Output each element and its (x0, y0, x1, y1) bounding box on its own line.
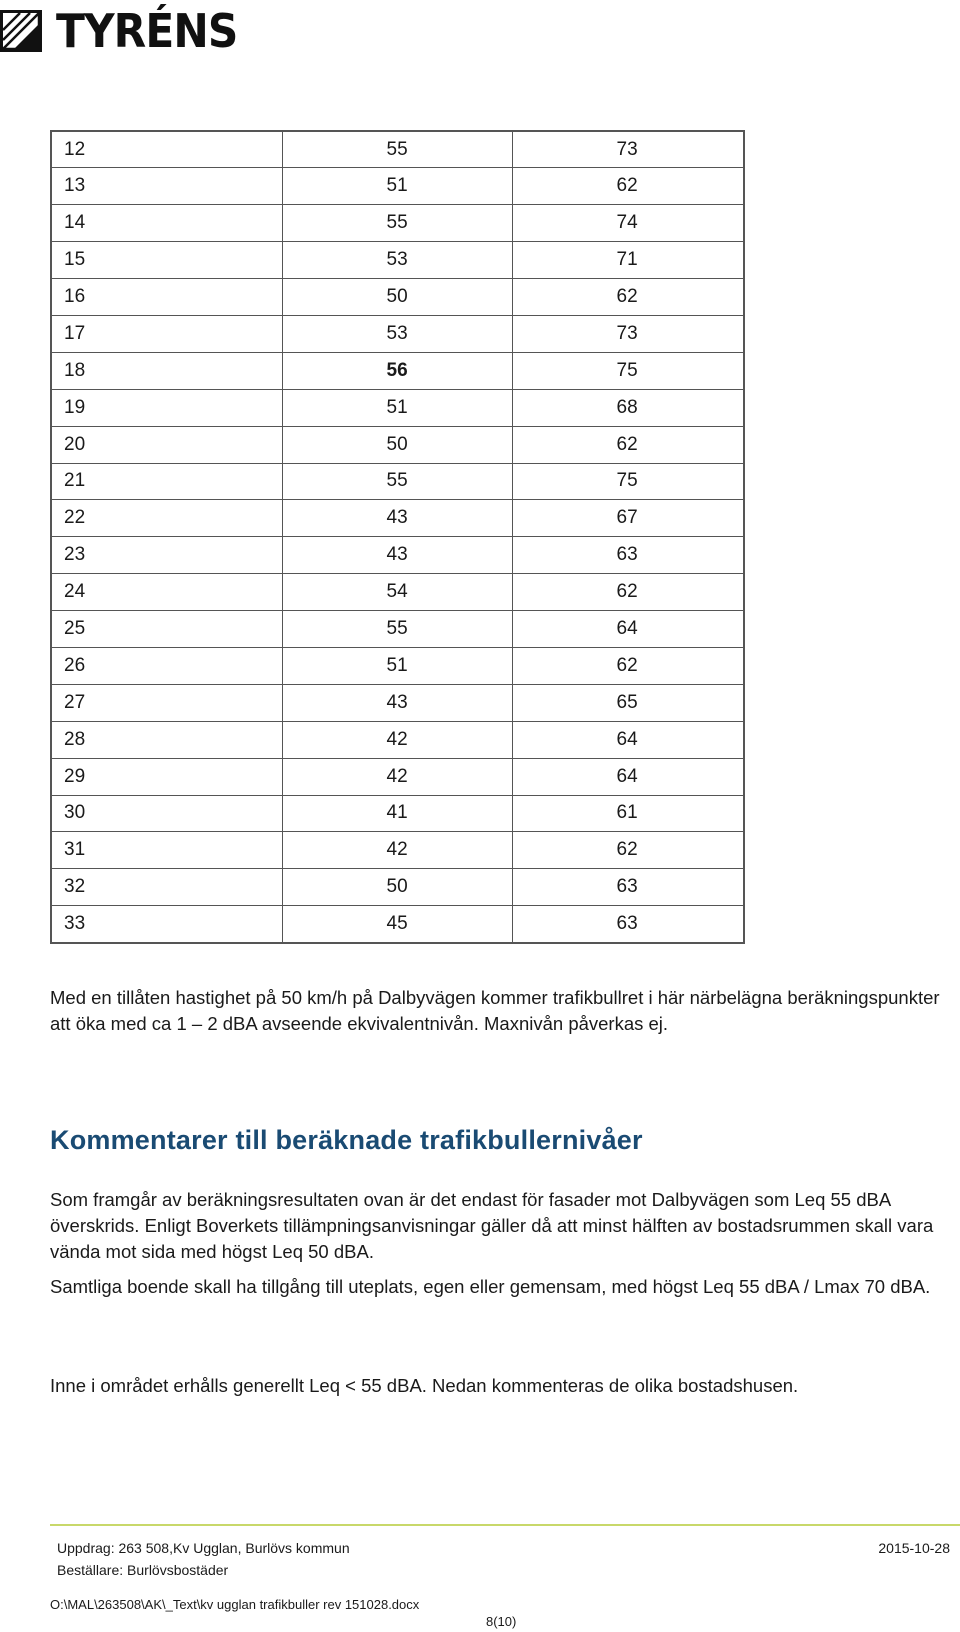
table-cell: 64 (512, 611, 744, 648)
table-cell: 27 (51, 684, 282, 721)
table-cell: 62 (512, 647, 744, 684)
table-row (51, 684, 744, 721)
table-cell: 73 (512, 131, 744, 168)
table-cell: 62 (512, 168, 744, 205)
table-cell: 75 (512, 352, 744, 389)
table-cell: 23 (51, 537, 282, 574)
footer-date: 2015-10-28 (878, 1540, 950, 1556)
table-row (51, 389, 744, 426)
table-cell: 43 (282, 537, 512, 574)
table-body (51, 131, 744, 943)
table-cell: 56 (282, 352, 512, 389)
table-cell: 62 (512, 426, 744, 463)
table-cell: 22 (51, 500, 282, 537)
tyrens-logo-icon (0, 10, 42, 52)
table-row (51, 426, 744, 463)
footer-divider (50, 1524, 960, 1526)
table-row (51, 463, 744, 500)
table-cell: 55 (282, 205, 512, 242)
table-cell: 71 (512, 242, 744, 279)
intro-paragraph: Med en tillåten hastighet på 50 km/h på Dalbyvägen kommer trafikbullret i här närbelägna beräkningspunkter att öka med ca 1 – 2 dBA avseende ekvivalentnivån. Maxnivån påverkas ej. (50, 987, 940, 1034)
footer-assignment: Uppdrag: 263 508,Kv Ugglan, Burlövs kommun (57, 1540, 350, 1556)
table-cell: 42 (282, 758, 512, 795)
table-cell: 24 (51, 574, 282, 611)
table-cell: 20 (51, 426, 282, 463)
table-row (51, 832, 744, 869)
table-row (51, 279, 744, 316)
table-cell: 43 (282, 684, 512, 721)
table-cell: 73 (512, 315, 744, 352)
table-row (51, 205, 744, 242)
table-cell: 18 (51, 352, 282, 389)
table-row (51, 795, 744, 832)
table-cell: 25 (51, 611, 282, 648)
table-cell: 15 (51, 242, 282, 279)
table-cell: 33 (51, 906, 282, 943)
table-cell: 53 (282, 242, 512, 279)
table-cell: 31 (51, 832, 282, 869)
table-cell: 63 (512, 537, 744, 574)
table-cell: 55 (282, 611, 512, 648)
table-cell: 51 (282, 647, 512, 684)
table-row (51, 611, 744, 648)
section-heading: Kommentarer till beräknade trafikbullernivåer (50, 1125, 643, 1155)
table-row (51, 315, 744, 352)
table-cell: 62 (512, 279, 744, 316)
results-table (50, 130, 745, 944)
table-cell: 53 (282, 315, 512, 352)
table-cell: 55 (282, 463, 512, 500)
table-cell: 16 (51, 279, 282, 316)
table-cell: 26 (51, 647, 282, 684)
body-paragraph-3: Inne i området erhålls generellt Leq < 55 dBA. Nedan kommenteras de olika bostadshusen. (50, 1375, 799, 1396)
table-row (51, 242, 744, 279)
table-cell: 61 (512, 795, 744, 832)
table-cell: 19 (51, 389, 282, 426)
table-row (51, 906, 744, 943)
table-cell: 30 (51, 795, 282, 832)
table-cell: 13 (51, 168, 282, 205)
table-cell: 42 (282, 721, 512, 758)
table-cell: 63 (512, 906, 744, 943)
table-cell: 65 (512, 684, 744, 721)
table-cell: 55 (282, 131, 512, 168)
table-row (51, 647, 744, 684)
table-cell: 45 (282, 906, 512, 943)
table-cell: 64 (512, 721, 744, 758)
table-cell: 64 (512, 758, 744, 795)
footer-page-number: 8(10) (486, 1614, 517, 1629)
body-paragraph-2: Samtliga boende skall ha tillgång till uteplats, egen eller gemensam, med högst Leq 55 dBA / Lmax 70 dBA. (50, 1276, 931, 1297)
table-cell: 29 (51, 758, 282, 795)
table-row (51, 131, 744, 168)
table-cell: 51 (282, 168, 512, 205)
table-row (51, 352, 744, 389)
body-paragraph-1: Som framgår av beräkningsresultaten ovan är det endast för fasader mot Dalbyvägen som Leq 55 dBA överskrids. Enligt Boverkets tillämpningsanvisningar gäller då att minst hälften av bostadsrummen skall vara vända mot sida med högst Leq 50 dBA. (50, 1189, 934, 1262)
table-cell: 62 (512, 574, 744, 611)
table-row (51, 168, 744, 205)
table-cell: 32 (51, 869, 282, 906)
table-cell: 21 (51, 463, 282, 500)
table-cell: 75 (512, 463, 744, 500)
table-row (51, 758, 744, 795)
table-cell: 50 (282, 869, 512, 906)
table-cell: 68 (512, 389, 744, 426)
table-row (51, 721, 744, 758)
footer-file-path: O:\MAL\263508\AK\_Text\kv ugglan trafikbuller rev 151028.docx (50, 1597, 420, 1612)
table-cell: 51 (282, 389, 512, 426)
table-cell: 63 (512, 869, 744, 906)
table-cell: 43 (282, 500, 512, 537)
table-cell: 54 (282, 574, 512, 611)
table-cell: 12 (51, 131, 282, 168)
table-cell: 62 (512, 832, 744, 869)
table-cell: 17 (51, 315, 282, 352)
table-cell: 50 (282, 426, 512, 463)
footer-client: Beställare: Burlövsbostäder (57, 1562, 229, 1578)
table-cell: 14 (51, 205, 282, 242)
table-row (51, 500, 744, 537)
table-cell: 41 (282, 795, 512, 832)
table-cell: 28 (51, 721, 282, 758)
table-cell: 50 (282, 279, 512, 316)
table-cell: 67 (512, 500, 744, 537)
table-cell: 74 (512, 205, 744, 242)
company-logo (0, 4, 253, 58)
logo-text: TYRÉNS (56, 4, 238, 58)
table-cell: 42 (282, 832, 512, 869)
table-row (51, 537, 744, 574)
table-row (51, 574, 744, 611)
table-row (51, 869, 744, 906)
